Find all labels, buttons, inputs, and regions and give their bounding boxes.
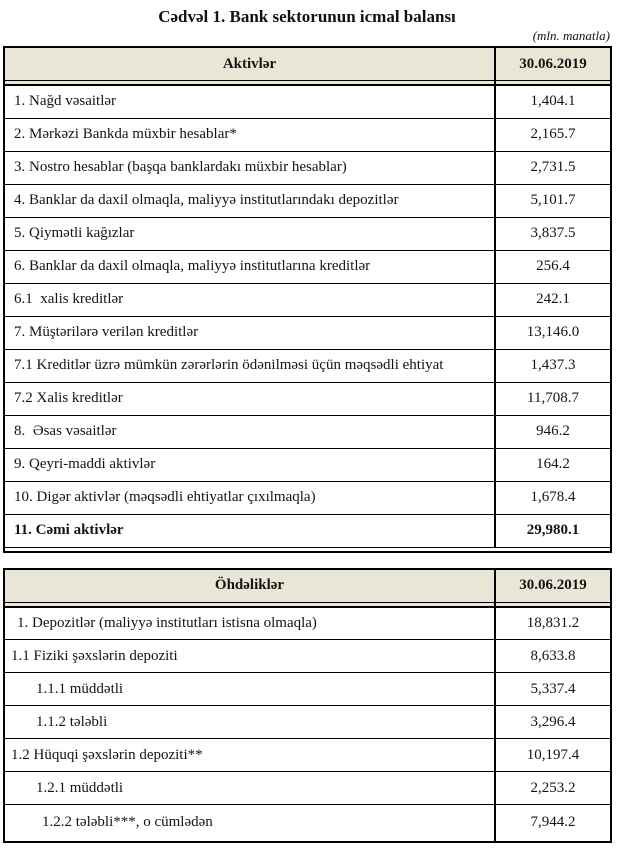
row-label: 1. Depozitlər (maliyyə institutları istisna olmaqla) [4, 607, 495, 640]
row-label: 10. Digər aktivlər (məqsədli ehtiyatlar çıxılmaqla) [4, 481, 495, 514]
assets-header-date: 30.06.2019 [495, 47, 611, 81]
row-label: 7.1 Kreditlər üzrə mümkün zərərlərin ödənilməsi üçün məqsədli ehtiyat [4, 349, 495, 382]
row-value: 7,944.2 [495, 805, 611, 842]
table-row [4, 448, 611, 481]
row-value: 10,197.4 [495, 739, 611, 772]
table-row [4, 283, 611, 316]
liabilities-header-date: 30.06.2019 [495, 569, 611, 603]
table-row [4, 640, 611, 673]
row-label: 3. Nostro hesablar (başqa banklardakı müxbir hesablar) [4, 151, 495, 184]
row-value: 3,296.4 [495, 706, 611, 739]
row-label: 6. Banklar da daxil olmaqla, maliyyə institutlarına kreditlər [4, 250, 495, 283]
row-label: 1.2 Hüquqi şəxslərin depoziti** [4, 739, 495, 772]
table-row [4, 349, 611, 382]
row-value: 18,831.2 [495, 607, 611, 640]
table-row [4, 481, 611, 514]
row-value: 2,165.7 [495, 118, 611, 151]
table-row [4, 772, 611, 805]
row-label: 8. Əsas vəsaitlər [4, 415, 495, 448]
row-label: 1.2.1 müddətli [4, 772, 495, 805]
row-label: 5. Qiymətli kağızlar [4, 217, 495, 250]
table-row [4, 85, 611, 118]
table-row [4, 250, 611, 283]
row-label: 4. Banklar da daxil olmaqla, maliyyə institutlarındakı depozitlər [4, 184, 495, 217]
assets-header-row [4, 47, 611, 81]
table-row [4, 184, 611, 217]
table-row [4, 151, 611, 184]
row-label: 2. Mərkəzi Bankda müxbir hesablar* [4, 118, 495, 151]
row-value: 3,837.5 [495, 217, 611, 250]
row-value: 8,633.8 [495, 640, 611, 673]
assets-table [3, 46, 612, 553]
row-value: 164.2 [495, 448, 611, 481]
table-row [4, 118, 611, 151]
liabilities-header-label: Öhdəliklər [4, 569, 495, 603]
table-row [4, 706, 611, 739]
row-label: 1. Nağd vəsaitlər [4, 85, 495, 118]
liabilities-table [3, 568, 612, 843]
assets-header-label: Aktivlər [4, 47, 495, 81]
row-label: 7. Müştərilərə verilən kreditlər [4, 316, 495, 349]
row-value: 5,101.7 [495, 184, 611, 217]
table-row [4, 316, 611, 349]
row-label: 7.2 Xalis kreditlər [4, 382, 495, 415]
row-value: 2,253.2 [495, 772, 611, 805]
row-value: 2,731.5 [495, 151, 611, 184]
row-value: 256.4 [495, 250, 611, 283]
row-value: 29,980.1 [495, 514, 611, 547]
liabilities-header-row [4, 569, 611, 603]
row-label: 1.1.2 tələbli [4, 706, 495, 739]
row-label: 1.1.1 müddətli [4, 673, 495, 706]
row-label: 1.1 Fiziki şəxslərin depoziti [4, 640, 495, 673]
row-value: 1,678.4 [495, 481, 611, 514]
row-label: 1.2.2 tələbli***, o cümlədən [4, 805, 495, 842]
row-value: 1,404.1 [495, 85, 611, 118]
table-row [4, 739, 611, 772]
table-row [4, 673, 611, 706]
table-row [4, 382, 611, 415]
unit-note: (mln. manatla) [532, 28, 610, 43]
row-label: 6.1 xalis kreditlər [4, 283, 495, 316]
row-value: 242.1 [495, 283, 611, 316]
page-title: Cədvəl 1. Bank sektorunun icmal balansı [158, 7, 456, 26]
table-strip [4, 547, 611, 552]
table-row [4, 607, 611, 640]
table-row [4, 217, 611, 250]
row-label: 11. Cəmi aktivlər [4, 514, 495, 547]
row-value: 1,437.3 [495, 349, 611, 382]
row-value: 5,337.4 [495, 673, 611, 706]
table-row [4, 805, 611, 842]
table-row [4, 415, 611, 448]
row-label: 9. Qeyri-maddi aktivlər [4, 448, 495, 481]
table-row-total-assets [4, 514, 611, 547]
row-value: 13,146.0 [495, 316, 611, 349]
row-value: 946.2 [495, 415, 611, 448]
row-value: 11,708.7 [495, 382, 611, 415]
